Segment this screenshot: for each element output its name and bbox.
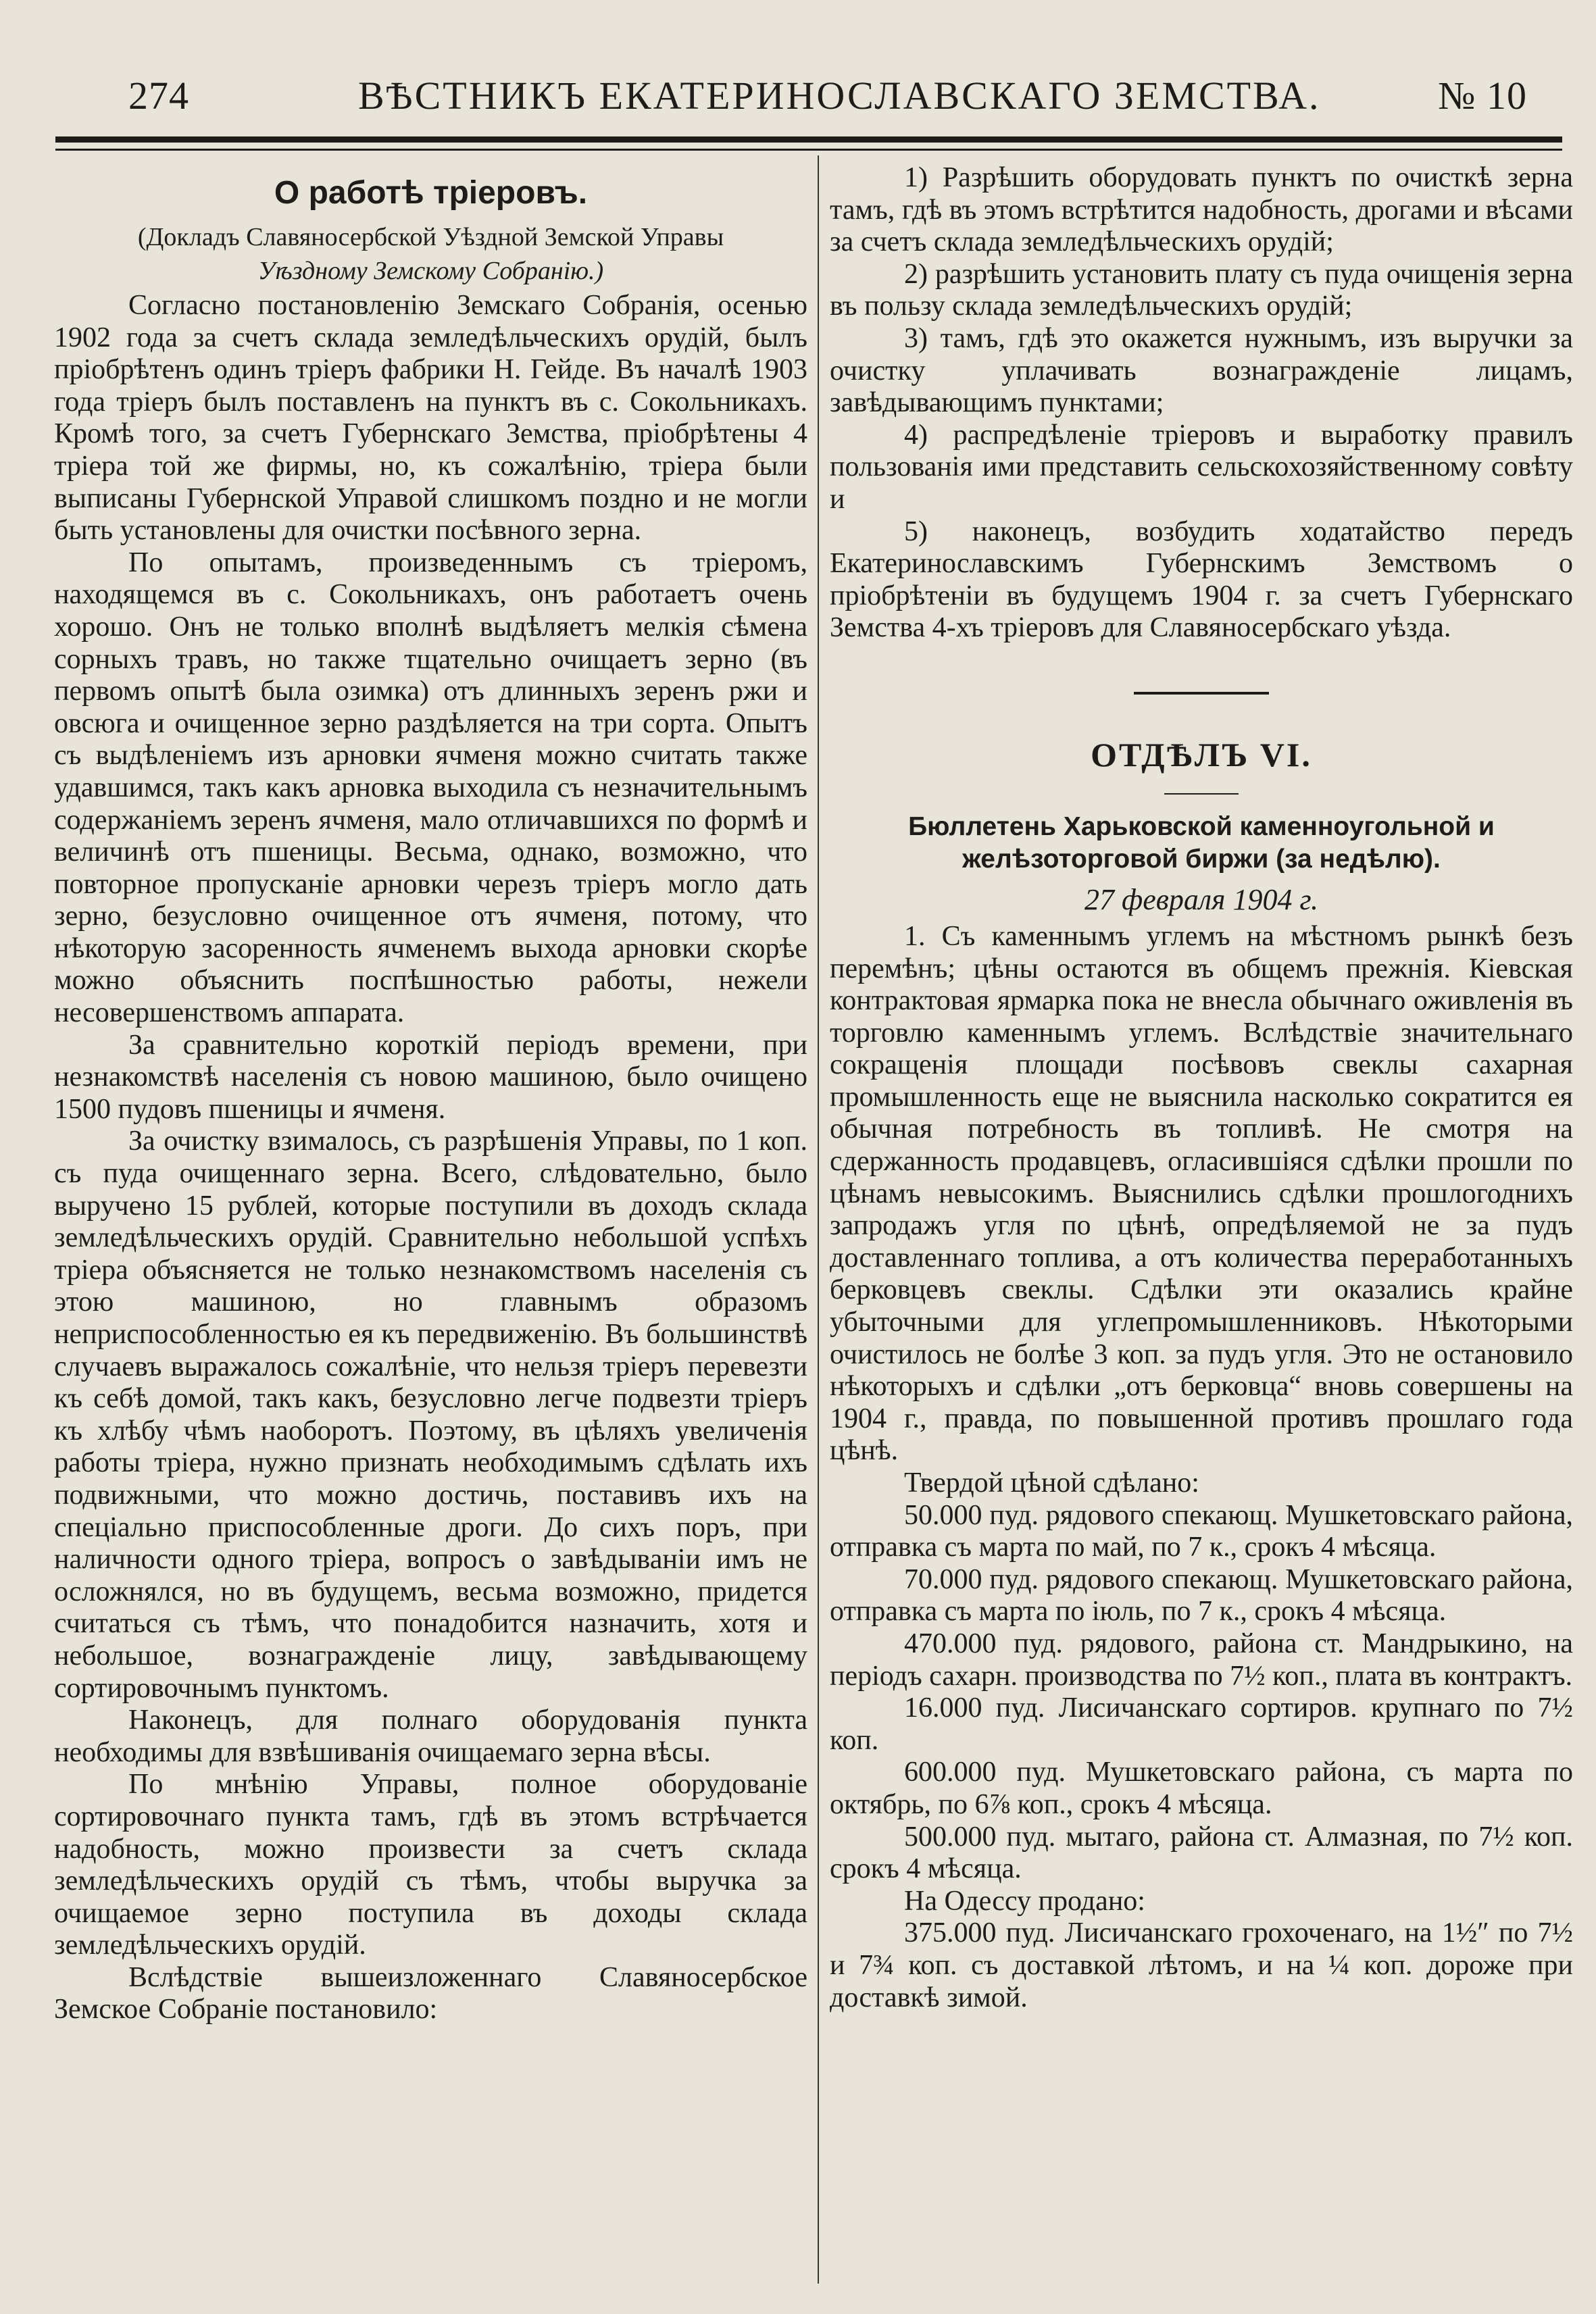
resolution-item: 1) Разрѣшить оборудовать пунктъ по очисткѣ зерна тамъ, гдѣ въ этомъ встрѣтится надобность, дрогами и вѣсами за счетъ склада земледѣльческихъ орудій; bbox=[830, 162, 1573, 258]
deal-item: 500.000 пуд. мытаго, района ст. Алмазная, по 7½ коп. срокъ 4 мѣсяца. bbox=[830, 1821, 1573, 1885]
department-separator bbox=[1164, 793, 1239, 795]
firm-price-heading: Твердой цѣной сдѣлано: bbox=[904, 1467, 1199, 1499]
deal-item: 70.000 пуд. рядового спекающ. Мушкетовскаго района, отправка съ марта по іюль, по 7 к., срокъ 4 мѣсяца. bbox=[830, 1563, 1573, 1628]
article-subheading-line1: (Докладъ Славяносербской Уѣздной Земской Управы bbox=[137, 223, 724, 251]
column-divider bbox=[818, 155, 819, 2284]
deal-item: 50.000 пуд. рядового спекающ. Мушкетовскаго района, отправка съ марта по май, по 7 к., срокъ 4 мѣсяца. bbox=[830, 1499, 1573, 1563]
header-rule-thick bbox=[55, 136, 1562, 143]
resolution-item: 4) распредѣленіе тріеровъ и выработку правилъ пользованія ими представить сельскохозяйственному совѣту и bbox=[830, 419, 1573, 515]
article-heading: О работѣ тріеровъ. bbox=[274, 175, 588, 211]
department-heading: ОТДѢЛЪ VI. bbox=[1091, 735, 1312, 774]
deal-item: 600.000 пуд. Мушкетовскаго района, съ марта по октябрь, по 6⅞ коп., срокъ 4 мѣсяца. bbox=[830, 1757, 1573, 1820]
deal-item: 375.000 пуд. Лисичанскаго грохоченаго, на 1½″ по 7½ и 7¾ коп. съ доставкой лѣтомъ, и на ¼ коп. дороже при доставкѣ зимой. bbox=[830, 1917, 1573, 2013]
paragraph: За сравнительно короткій періодъ времени, при незнакомствѣ населенія съ новою машиною, было очищено 1500 пудовъ пшеницы и ячменя. bbox=[54, 1029, 807, 1125]
paragraph: По опытамъ, произведеннымъ съ тріеромъ, находящемся въ с. Сокольникахъ, онъ работаетъ очень хорошо. Онъ не только вполнѣ выдѣляетъ мелкія сѣмена сорныхъ травъ, но также тщательно очищаетъ зерно (въ первомъ опытѣ была озимка) отъ длинныхъ зеренъ ржи и овсюга и очищенное зерно раздѣляется на три сорта. Опытъ съ выдѣленіемъ изъ арновки ячменя можно считать также удавшимся, такъ какъ арновка выходила съ незначительнымъ содержаніемъ зеренъ ячменя, мало отличавшихся по формѣ и величинѣ отъ пшеницы. Весьма, однако, возможно, что повторное пропусканіе арновки черезъ тріеръ могло дать зерно, безусловно очищенное отъ ячменя, потому, что нѣкоторую засоренность ячменемъ выхода арновки скорѣе можно объяснить поспѣшностью работы, нежели несовершенствомъ аппарата. bbox=[54, 547, 807, 1029]
page-header bbox=[54, 68, 1561, 128]
deal-item: 16.000 пуд. Лисичанскаго сортиров. крупнаго по 7½ коп. bbox=[830, 1692, 1573, 1756]
left-column bbox=[54, 162, 807, 2026]
paragraph: За очистку взималось, съ разрѣшенія Управы, по 1 коп. съ пуда очищеннаго зерна. Всего, слѣдовательно, было выручено 15 рублей, которые поступили въ доходъ склада земледѣльческихъ орудій. Сравнительно небольшой успѣхъ тріера объясняется не только незнакомствомъ населенія съ этою машиною, но главнымъ образомъ неприспособленностью ея къ передвиженію. Въ большинствѣ случаевъ выражалось сожалѣніе, что нельзя тріеръ перевезти къ себѣ домой, такъ какъ, безусловно легче подвезти тріеръ къ хлѣбу чѣмъ наоборотъ. Поэтому, въ цѣляхъ увеличенія работы тріера, нужно признать необходимымъ сдѣлать ихъ подвижными, что можно достичь, поставивъ ихъ на спеціально приспособленные дроги. До сихъ поръ, при наличности одного тріера, вопросъ о завѣдываніи имъ не осложнялся, но въ будущемъ, весьма возможно, придется считаться съ тѣмъ, что понадобится назначить, хотя и небольшое, вознагражденіе лицу, завѣдывающему сортировочнымъ пунктомъ. bbox=[54, 1126, 807, 1704]
section-separator bbox=[1134, 692, 1269, 695]
issue-number: № 10 bbox=[1438, 74, 1527, 118]
deal-item: 470.000 пуд. рядового, района ст. Мандрыкино, на періодъ сахарн. производства по 7½ коп., плата въ контрактъ. bbox=[830, 1628, 1573, 1692]
page-number: 274 bbox=[128, 74, 189, 118]
paragraph: По мнѣнію Управы, полное оборудованіе сортировочнаго пункта тамъ, гдѣ въ этомъ встрѣчается надобность, можно произвести за счетъ склада земледѣльческихъ орудій съ тѣмъ, чтобы выручка за очищаемое зерно поступила въ доходы склада земледѣльческихъ орудій. bbox=[54, 1769, 807, 1961]
bulletin-date: 27 февраля 1904 г. bbox=[1084, 882, 1319, 916]
bulletin-title: Бюллетень Харьковской каменноугольной и желѣзоторговой биржи (за недѣлю). bbox=[908, 811, 1495, 874]
paragraph: Наконецъ, для полнаго оборудованія пункта необходимы для взвѣшиванія очищаемаго зерна вѣсы. bbox=[54, 1705, 807, 1768]
right-column bbox=[830, 162, 1573, 2014]
journal-title: ВѢСТНИКЪ ЕКАТЕРИНОСЛАВСКАГО ЗЕМСТВА. bbox=[358, 74, 1321, 118]
bulletin-paragraph: 1. Съ каменнымъ углемъ на мѣстномъ рынкѣ безъ перемѣнъ; цѣны остаются въ общемъ прежнія. Кіевская контрактовая ярмарка пока не внесла обычнаго оживленія въ торговлю каменнымъ углемъ. Вслѣдствіе значительнаго сокращенія площади посѣвовъ свеклы сахарная промышленность еще не выяснила насколько сократится ея обычная потребность въ топливѣ. Не смотря на сдержанность продавцевъ, огласившіяся сдѣлки прошли по цѣнамъ невысокимъ. Выяснились сдѣлки прошлогоднихъ запродажъ угля по цѣнѣ, опредѣляемой не за пудъ доставленнаго топлива, а отъ количества переработанныхъ берковцевъ свеклы. Сдѣлки эти оказались крайне убыточными для углепромышленниковъ. Нѣкоторыми очистилось не болѣе 3 коп. за пудъ угля. Это не остановило нѣкоторыхъ и сдѣлки „отъ берковца“ вновь совершены на 1904 г., правда, по повышенной противъ прошлаго года цѣнѣ. bbox=[830, 920, 1573, 1467]
odessa-heading: На Одессу продано: bbox=[904, 1885, 1145, 1917]
resolution-item: 2) разрѣшить установить плату съ пуда очищенія зерна въ пользу склада земледѣльческихъ орудій; bbox=[830, 258, 1573, 322]
resolution-item: 3) тамъ, гдѣ это окажется нужнымъ, изъ выручки за очистку уплачивать вознагражденіе лицамъ, завѣдывающимъ пунктами; bbox=[830, 322, 1573, 419]
paragraph: Согласно постановленію Земскаго Собранія, осенью 1902 года за счетъ склада земледѣльческихъ орудій, былъ пріобрѣтенъ одинъ тріеръ фабрики Н. Гейде. Въ началѣ 1903 года тріеръ былъ поставленъ на пунктъ въ с. Сокольникахъ. Кромѣ того, за счетъ Губернскаго Земства, пріобрѣтены 4 тріера той же фирмы, но, къ сожалѣнію, тріера были выписаны Губернской Управой слишкомъ поздно и не могли быть установлены для очистки посѣвного зерна. bbox=[54, 290, 807, 547]
article-subheading-line2: Уѣздному Земскому Собранію.) bbox=[257, 257, 604, 285]
resolution-item: 5) наконецъ, возбудить ходатайство передъ Екатеринославскимъ Губернскимъ Земствомъ о пріобрѣтеніи въ будущемъ 1904 г. за счетъ Губернскаго Земства 4-хъ тріеровъ для Славяносербскаго уѣзда. bbox=[830, 515, 1573, 644]
header-rule-thin bbox=[55, 149, 1562, 151]
paragraph: Вслѣдствіе вышеизложеннаго Славяносербское Земское Собраніе постановило: bbox=[54, 1961, 807, 2026]
